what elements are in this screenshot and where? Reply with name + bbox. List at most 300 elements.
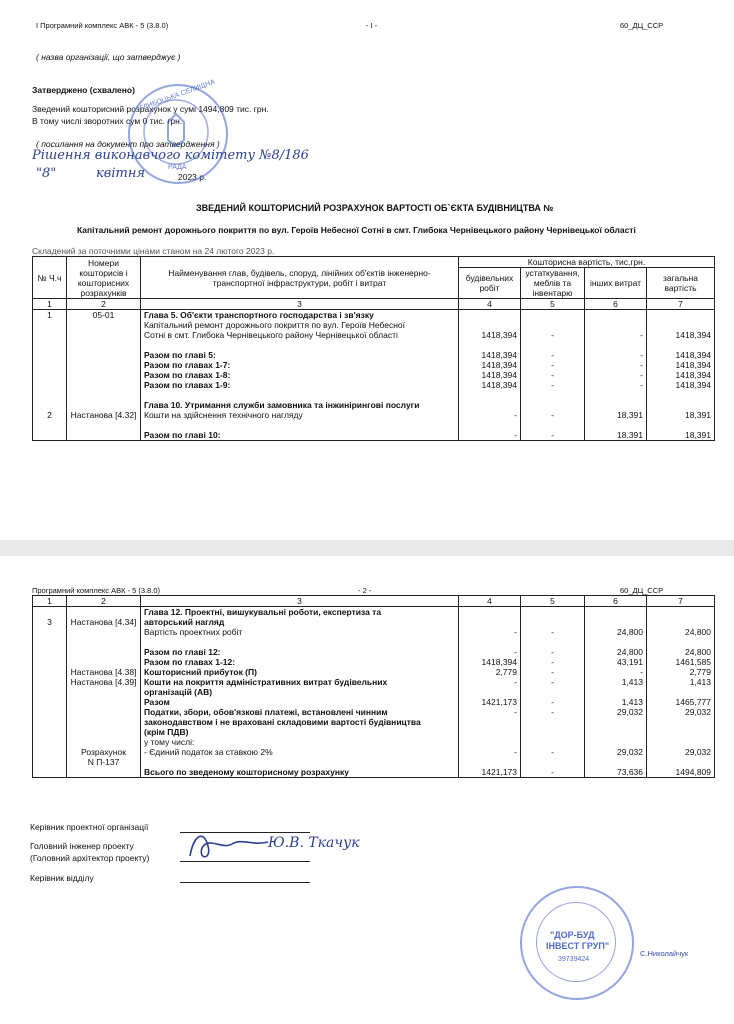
row-name: Глава 12. Проектні, вишукувальні роботи, експертиза та [141,607,459,618]
row-total [647,320,715,330]
row-other [585,737,647,747]
row-number [33,350,67,360]
row-equipment [521,737,585,747]
row-name: Всього по зведеному кошторисному розрахунку [141,767,459,778]
row-code [67,390,141,400]
program-header: І Програмний комплекс АВК - 5 (3.8.0) [36,21,169,30]
approved-label: Затверджено (схвалено) [32,85,135,95]
row-name: - Єдиний податок за ставкою 2% [141,747,459,757]
row-works [459,420,521,430]
column-number: 1 [33,596,67,607]
table-row [33,330,715,340]
row-number [33,340,67,350]
row-number [33,707,67,717]
row-total [647,340,715,350]
row-code [67,380,141,390]
table-row [33,637,715,647]
row-total [647,737,715,747]
table-row [33,320,715,330]
row-name [141,637,459,647]
header-works: будівельних робіт [459,268,521,299]
table-row [33,400,715,410]
row-code [67,707,141,717]
row-name [141,420,459,430]
object-name: Капітальний ремонт дорожнього покриття по вул. Героїв Небесної Сотні в смт. Глибока Чернівецького району Чернівецької області [77,225,636,235]
column-number: 2 [67,596,141,607]
row-equipment: - [521,360,585,370]
row-works [459,637,521,647]
estimate-page-2 [0,556,734,1024]
handwritten-month: квітня [96,166,145,181]
row-equipment [521,320,585,330]
row-works [459,687,521,697]
form-code-2: 60_ДЦ_ССР [620,586,664,595]
row-number [33,697,67,707]
row-number [33,767,67,778]
row-name: Разом по главах 1-7: [141,360,459,370]
table-row [33,627,715,637]
row-other [585,637,647,647]
table-row [33,707,715,717]
row-other: 73,636 [585,767,647,778]
row-other: 24,800 [585,627,647,637]
handwritten-chief-name: Ю.В. Ткачук [268,835,360,851]
row-code [67,697,141,707]
row-total: 29,032 [647,747,715,757]
row-works [459,340,521,350]
row-number [33,400,67,410]
row-works: - [459,747,521,757]
row-works: 1418,394 [459,380,521,390]
signer-name: С.Николайчук [640,949,689,958]
table-row [33,677,715,687]
column-number: 7 [647,596,715,607]
column-number: 6 [585,299,647,310]
row-other: - [585,350,647,360]
estimate-rows-2 [33,607,715,778]
row-name: Кошторисний прибуток (П) [141,667,459,677]
row-works: 1418,394 [459,330,521,340]
row-code [67,607,141,618]
header-other: інших витрат [585,268,647,299]
row-equipment: - [521,627,585,637]
row-number [33,607,67,618]
row-works: 2,779 [459,667,521,677]
row-number [33,627,67,637]
row-total [647,607,715,618]
table-row [33,607,715,618]
row-number [33,657,67,667]
row-name: Разом по главах 1-8: [141,370,459,380]
row-works: - [459,677,521,687]
row-works: 1421,173 [459,767,521,778]
row-works: - [459,410,521,420]
row-total: 24,800 [647,627,715,637]
row-number [33,747,67,757]
row-code [67,360,141,370]
row-other: - [585,667,647,677]
row-total [647,727,715,737]
row-name: авторський нагляд [141,617,459,627]
row-equipment [521,420,585,430]
table-row [33,617,715,627]
row-other: 1,413 [585,677,647,687]
row-other [585,717,647,727]
row-equipment [521,400,585,410]
row-total [647,757,715,767]
form-code: 60_ДЦ_ССР [620,21,664,30]
row-code [67,767,141,778]
table-row [33,687,715,697]
column-number: 2 [67,299,141,310]
row-code [67,737,141,747]
row-number [33,737,67,747]
row-total: 1418,394 [647,350,715,360]
table-row [33,420,715,430]
row-number [33,637,67,647]
row-code [67,350,141,360]
row-other: - [585,330,647,340]
table-row [33,430,715,441]
row-other [585,420,647,430]
row-works: 1418,394 [459,350,521,360]
column-number: 1 [33,299,67,310]
row-equipment: - [521,647,585,657]
row-number: 3 [33,617,67,627]
header-codes: Номери кошторисів і кошторисних розрахунків [67,257,141,299]
row-total: 18,391 [647,410,715,420]
column-number: 3 [141,299,459,310]
row-other [585,727,647,737]
row-name: законодавством і не враховані складовими вартості будівництва [141,717,459,727]
row-code [67,627,141,637]
row-other [585,320,647,330]
row-works [459,607,521,618]
row-equipment: - [521,430,585,441]
table-row [33,757,715,767]
row-equipment [521,310,585,321]
row-other: 1,413 [585,697,647,707]
row-equipment: - [521,677,585,687]
row-name [141,340,459,350]
approved-returnable: В тому числі зворотних сум 0 тис. грн. [32,116,183,126]
table-row [33,667,715,677]
handwritten-day: "8" [36,166,57,181]
row-other: 43,191 [585,657,647,667]
row-code: Настанова [4.38] [67,667,141,677]
row-name: Податки, збори, обов'язкові платежі, встановлені чинним [141,707,459,717]
row-other: - [585,360,647,370]
row-other: 29,032 [585,747,647,757]
row-code [67,400,141,410]
row-code [67,687,141,697]
row-other [585,340,647,350]
row-total: 24,800 [647,647,715,657]
row-code: N П-137 [67,757,141,767]
row-works: - [459,430,521,441]
row-works [459,320,521,330]
row-code [67,637,141,647]
row-works: 1418,394 [459,360,521,370]
row-code [67,340,141,350]
row-equipment [521,687,585,697]
row-total [647,687,715,697]
row-equipment [521,727,585,737]
table-row [33,360,715,370]
row-code [67,717,141,727]
row-equipment: - [521,330,585,340]
stamp-text-2: РАДА [168,164,187,171]
page-number-2: - 2 - [358,586,372,595]
row-number [33,687,67,697]
row-total: 1418,394 [647,330,715,340]
table-row [33,340,715,350]
column-number: 4 [459,299,521,310]
row-number [33,727,67,737]
row-works [459,617,521,627]
table-row [33,350,715,360]
row-equipment: - [521,410,585,420]
row-works [459,390,521,400]
column-number: 4 [459,596,521,607]
table-row [33,647,715,657]
row-total [647,637,715,647]
row-total: 1494,809 [647,767,715,778]
row-number [33,320,67,330]
sig-chief-label: Головний інженер проекту [30,841,134,851]
handwritten-decision: Рішення виконавчого комітету №8/186 [32,148,309,163]
row-name: (крім ПДВ) [141,727,459,737]
table-row [33,380,715,390]
row-works: - [459,627,521,637]
row-total [647,390,715,400]
row-works [459,737,521,747]
row-code [67,727,141,737]
row-other: 24,800 [585,647,647,657]
row-name: Разом по главі 12: [141,647,459,657]
stamp-company-name: "ДОР-БУД [550,930,595,940]
stamp-company-name-2: ІНВЕСТ ГРУП" [546,941,610,951]
row-equipment: - [521,657,585,667]
row-equipment [521,340,585,350]
row-name: Глава 5. Об'єкти транспортного господарства і зв'язку [141,310,459,321]
row-equipment: - [521,370,585,380]
row-number [33,677,67,687]
row-total: 29,032 [647,707,715,717]
row-total [647,617,715,627]
row-code [67,330,141,340]
estimate-rows-1 [33,310,715,441]
row-code [67,370,141,380]
row-total: 1,413 [647,677,715,687]
row-equipment [521,757,585,767]
row-works: - [459,707,521,717]
row-total [647,310,715,321]
header-cost-group: Кошторисна вартість, тис.грн. [459,257,715,268]
table-row [33,727,715,737]
row-code: 05-01 [67,310,141,321]
row-name: Разом по главі 5: [141,350,459,360]
row-name: Разом по главах 1-9: [141,380,459,390]
table-row [33,390,715,400]
row-name: Капітальний ремонт дорожнього покриття по вул. Героїв Небесної [141,320,459,330]
row-works: 1421,173 [459,697,521,707]
row-equipment: - [521,707,585,717]
row-other [585,310,647,321]
row-other: 29,032 [585,707,647,717]
row-works [459,757,521,767]
table-row [33,747,715,757]
row-number [33,647,67,657]
row-works: 1418,394 [459,370,521,380]
row-other [585,400,647,410]
row-equipment [521,390,585,400]
column-number: 5 [521,596,585,607]
row-number: 2 [33,410,67,420]
row-number [33,360,67,370]
row-total [647,400,715,410]
row-code: Розрахунок [67,747,141,757]
table-row [33,410,715,420]
row-name: Глава 10. Утримання служби замовника та інжинірингові послуги [141,400,459,410]
sig-chief-label-2: (Головний архітектор проекту) [30,853,150,863]
row-other [585,687,647,697]
row-other: - [585,370,647,380]
document-title: ЗВЕДЕНИЙ КОШТОРИСНИЙ РОЗРАХУНОК ВАРТОСТІ ОБ`ЄКТА БУДІВНИЦТВА № [196,203,554,213]
row-other [585,607,647,618]
estimate-table-1 [32,256,715,441]
row-number [33,757,67,767]
row-code [67,320,141,330]
row-name: Разом [141,697,459,707]
row-works [459,400,521,410]
row-total: 1418,394 [647,370,715,380]
row-code [67,430,141,441]
column-number: 5 [521,299,585,310]
row-code: Настанова [4.34] [67,617,141,627]
header-name: Найменування глав, будівель, споруд, лінійних об'єктів інженерно-транспортної інфраструктури, робіт і витрат [141,257,459,299]
row-equipment: - [521,667,585,677]
council-stamp [128,78,228,184]
row-equipment: - [521,697,585,707]
row-works: 1418,394 [459,657,521,667]
row-name [141,757,459,767]
stamp-code: 39739424 [558,956,590,963]
row-number [33,420,67,430]
table-row [33,737,715,747]
row-code: Настанова [4.32] [67,410,141,420]
row-number [33,380,67,390]
row-other [585,617,647,627]
column-number: 7 [647,299,715,310]
table-row [33,697,715,707]
sig-head-label: Керівник проектної організації [30,822,149,832]
row-number [33,330,67,340]
row-equipment: - [521,350,585,360]
row-name: Сотні в смт. Глибока Чернівецького району Чернівецької області [141,330,459,340]
signature-scribble [182,826,272,866]
table-row [33,657,715,667]
doc-reference-note: ( посилання на документ про затвердження ) [36,139,220,149]
header-no: № Ч.ч [33,257,67,299]
approved-total: Зведений кошторисний розрахунок у сумі 1494,809 тис. грн. [32,104,269,114]
row-name: Кошти на здійснення технічного нагляду [141,410,459,420]
row-equipment [521,617,585,627]
column-number: 6 [585,596,647,607]
row-works [459,310,521,321]
company-stamp [520,886,634,1000]
row-number [33,667,67,677]
row-total [647,717,715,727]
row-other: - [585,380,647,390]
estimate-table-2 [32,595,715,778]
row-number [33,390,67,400]
header-total: загальна вартість [647,268,715,299]
row-equipment: - [521,747,585,757]
row-name: Кошти на покриття адміністративних витрат будівельних [141,677,459,687]
page-number: - І - [366,21,378,30]
row-name: у тому числі: [141,737,459,747]
row-number: 1 [33,310,67,321]
approval-year: 2023 р. [178,172,207,182]
row-equipment [521,607,585,618]
row-name: організацій (АВ) [141,687,459,697]
table-row [33,767,715,778]
row-total [647,420,715,430]
row-code [67,420,141,430]
column-numbers [33,299,715,310]
sig-dept-line [180,882,310,883]
row-code [67,657,141,667]
sig-dept-label: Керівник відділу [30,873,94,883]
row-name: Вартість проектних робіт [141,627,459,637]
row-other: 18,391 [585,410,647,420]
header-equipment: устаткування, меблів та інвентарю [521,268,585,299]
row-other [585,390,647,400]
row-works [459,717,521,727]
row-equipment [521,637,585,647]
row-equipment: - [521,380,585,390]
table-row [33,310,715,321]
row-works [459,727,521,737]
column-number: 3 [141,596,459,607]
row-code [67,647,141,657]
row-other [585,757,647,767]
row-name [141,390,459,400]
row-other: 18,391 [585,430,647,441]
price-basis: Складений за поточними цінами станом на 24 лютого 2023 р. [32,246,275,256]
table-row [33,717,715,727]
row-equipment: - [521,767,585,778]
row-total: 2,779 [647,667,715,677]
row-number [33,717,67,727]
row-total: 18,391 [647,430,715,441]
row-number [33,370,67,380]
row-total: 1418,394 [647,360,715,370]
row-total: 1418,394 [647,380,715,390]
row-total: 1465,777 [647,697,715,707]
row-number [33,430,67,441]
row-total: 1461,585 [647,657,715,667]
row-code: Настанова [4.39] [67,677,141,687]
org-note: ( назва організації, що затверджує ) [36,52,181,62]
row-name: Разом по главах 1-12: [141,657,459,667]
row-name: Разом по главі 10: [141,430,459,441]
column-numbers-2 [33,596,715,607]
program-header-2: Програмний комплекс АВК - 5 (3.8.0) [32,586,161,595]
row-works: - [459,647,521,657]
stamp-text: ГЛИБОЦЬКА СЕЛИЩНА [139,78,216,113]
